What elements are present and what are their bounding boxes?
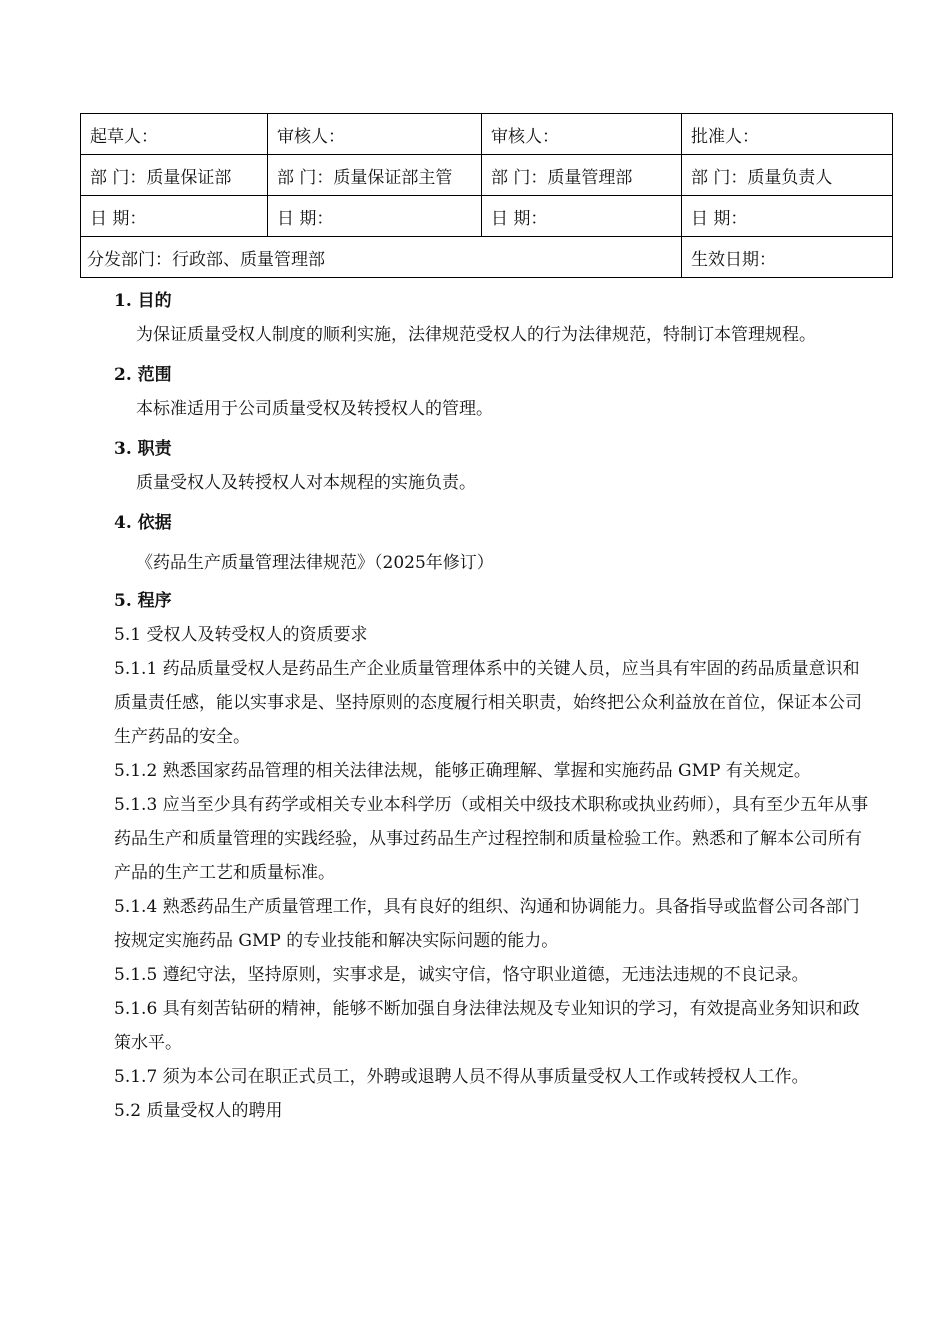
effective-date-cell: 生效日期： [682,237,893,278]
reviewer1-dept-cell: 部 门：质量保证部主管 [268,155,482,196]
drafter-date-cell: 日 期： [81,196,268,237]
approver-date-cell: 日 期： [682,196,893,237]
section-1-title: 1. 目的 [114,291,172,311]
clause-5-1-5: 5.1.5 遵纪守法，坚持原则，实事求是，诚实守信，恪守职业道德，无违法违规的不良记录。 [114,965,809,985]
subsection-5-1-title: 5.1 受权人及转受权人的资质要求 [114,625,368,645]
subsection-5-2-title: 5.2 质量受权人的聘用 [114,1101,283,1121]
distribution-cell: 分发部门：行政部、质量管理部 [81,237,682,278]
reviewer1-date-cell: 日 期： [268,196,482,237]
drafter-dept-cell: 部 门：质量保证部 [81,155,268,196]
clause-5-1-2: 5.1.2 熟悉国家药品管理的相关法律法规，能够正确理解、掌握和实施药品 GMP 有关规定。 [114,761,811,781]
approver-cell: 批准人： [682,114,893,155]
reviewer2-date-cell: 日 期： [482,196,682,237]
reviewer1-cell: 审核人： [268,114,482,155]
date-row [81,196,893,237]
drafter-row [81,114,893,155]
section-3-title: 3. 职责 [114,439,172,459]
distribution-row [81,237,893,278]
section-4-title: 4. 依据 [114,513,172,533]
section-3-body: 质量受权人及转授权人对本规程的实施负责。 [136,473,476,493]
clause-5-1-7: 5.1.7 须为本公司在职正式员工，外聘或退聘人员不得从事质量受权人工作或转授权人工作。 [114,1067,809,1087]
clause-5-1-6: 5.1.6 具有刻苦钻研的精神，能够不断加强自身法律法规及专业知识的学习，有效提高业务知识和政策水平。 [114,999,860,1053]
approver-dept-cell: 部 门：质量负责人 [682,155,893,196]
section-2-title: 2. 范围 [114,365,172,385]
drafter-cell: 起草人： [81,114,268,155]
reviewer2-cell: 审核人： [482,114,682,155]
clause-5-1-4: 5.1.4 熟悉药品生产质量管理工作，具有良好的组织、沟通和协调能力。具备指导或监督公司各部门按规定实施药品 GMP 的专业技能和解决实际问题的能力。 [114,897,860,951]
document-body [114,284,874,1128]
section-5-title: 5. 程序 [114,591,172,611]
clause-5-1-3: 5.1.3 应当至少具有药学或相关专业本科学历（或相关中级技术职称或执业药师），具有至少五年从事药品生产和质量管理的实践经验，从事过药品生产过程控制和质量检验工作。熟悉和了解本公司所有产品的生产工艺和质量标准。 [114,795,869,883]
section-1-body: 为保证质量受权人制度的顺利实施，法律规范受权人的行为法律规范，特制订本管理规程。 [136,325,816,345]
department-row [81,155,893,196]
section-4-body: 《药品生产质量管理法律规范》（2025年修订） [136,553,494,573]
section-2-body: 本标准适用于公司质量受权及转授权人的管理。 [136,399,493,419]
approval-table [80,113,893,278]
reviewer2-dept-cell: 部 门：质量管理部 [482,155,682,196]
clause-5-1-1: 5.1.1 药品质量受权人是药品生产企业质量管理体系中的关键人员，应当具有牢固的药品质量意识和质量责任感，能以实事求是、坚持原则的态度履行相关职责，始终把公众利益放在首位，保证本公司生产药品的安全。 [114,659,862,747]
